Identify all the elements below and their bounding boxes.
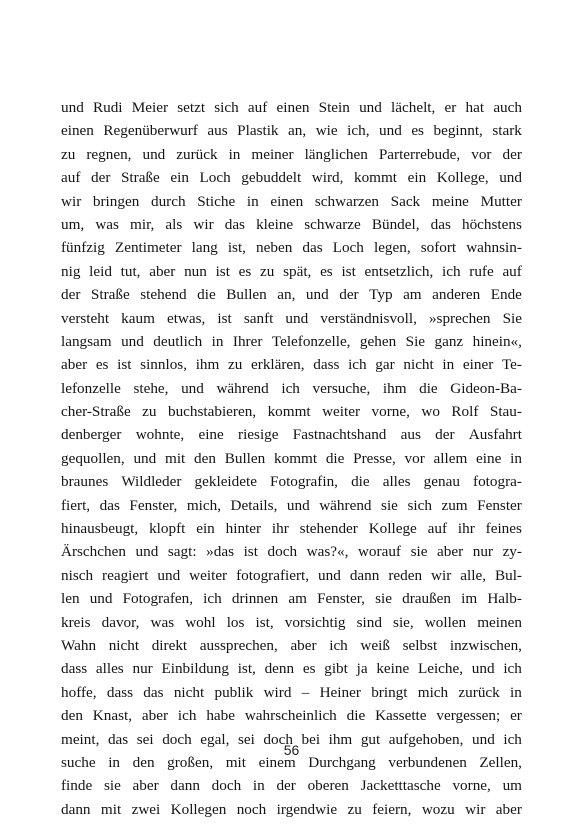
text-line: braunes Wildleder gekleidete Fotografin, die alles genau fotogra- <box>61 473 522 491</box>
text-line: nig leid tut, aber nun ist es zu spät, es ist entsetzlich, ich rufe auf <box>61 262 522 280</box>
text-line: zu regnen, und zurück in meiner länglichen Parterrebude, vor der <box>61 145 522 163</box>
text-line: len und Fotografen, ich drinnen am Fenster, sie draußen im Halb- <box>61 590 522 608</box>
page-number: 56 <box>283 742 300 758</box>
text-line: langsam und deutlich in Ihrer Telefonzelle, gehen Sie ganz hinein«, <box>61 332 522 350</box>
text-line: wir bringen durch Stiche in einen schwarzen Sack meine Mutter <box>61 192 522 210</box>
text-line: cher-Straße zu buchstabieren, kommt weiter vorne, wo Rolf Stau- <box>61 403 522 421</box>
text-line: meint, das sei doch egal, sei doch bei ihm gut aufgehoben, und ich <box>61 730 522 748</box>
text-line: dann mit zwei Kollegen noch irgendwie zu feiern, wozu wir aber <box>61 800 522 818</box>
text-line: auf der Straße ein Loch gebuddelt wird, kommt ein Kollege, und <box>61 169 522 187</box>
text-line: und Rudi Meier setzt sich auf einen Stein und lächelt, er hat auch <box>61 99 522 116</box>
text-line: denberger wohnte, eine riesige Fastnachtshand aus der Ausfahrt <box>61 426 522 444</box>
text-line: Ärschchen und sagt: »das ist doch was?«, worauf sie aber nur zy- <box>61 543 522 561</box>
text-line: den Knast, aber ich habe wahrscheinlich die Kassette vergessen; er <box>61 707 522 725</box>
text-line: Wahn nicht direkt aussprechen, aber ich weiß selbst inzwischen, <box>61 636 522 654</box>
text-line: dass alles nur Einbildung ist, denn es gibt ja keine Leiche, und ich <box>61 660 522 678</box>
body-text <box>61 96 522 821</box>
text-line: kreis davor, was wohl los ist, vorsichtig sind sie, wollen meinen <box>61 613 522 631</box>
text-line: um, was mir, als wir das kleine schwarze Bündel, das höchstens <box>61 215 522 233</box>
text-line: fünfzig Zentimeter lang ist, neben das Loch legen, sofort wahnsin- <box>61 239 522 257</box>
text-line: hoffe, dass das nicht publik wird – Heiner bringt mich zurück in <box>61 683 522 701</box>
text-line: versteht kaum etwas, ist sanft und verständnisvoll, »sprechen Sie <box>61 309 522 327</box>
text-line: fiert, das Fenster, mich, Details, und während sie sich zum Fenster <box>61 496 522 514</box>
text-line: aber es ist sinnlos, ihm zu erklären, dass ich gar nicht in einer Te- <box>61 356 522 374</box>
text-line: hinausbeugt, klopft ein hinter ihr stehender Kollege auf ihr feines <box>61 520 522 538</box>
text-line: lefonzelle stehe, und während ich versuche, ihm die Gideon-Ba- <box>61 379 522 397</box>
text-line: einen Regenüberwurf aus Plastik an, wie ich, und es beginnt, stark <box>61 122 522 140</box>
text-line: der Straße stehend die Bullen an, und der Typ am anderen Ende <box>61 286 522 304</box>
text-line: finde sie aber dann doch in der oberen Jacketttasche vorne, um <box>61 777 522 795</box>
text-line: suche in den großen, mit einem Durchgang verbundenen Zellen, <box>61 753 522 771</box>
text-line: gequollen, und mit den Bullen kommt die Presse, vor allem eine in <box>61 449 522 467</box>
text-line: nisch reagiert und weiter fotografiert, und dann reden wir alle, Bul- <box>61 566 522 584</box>
